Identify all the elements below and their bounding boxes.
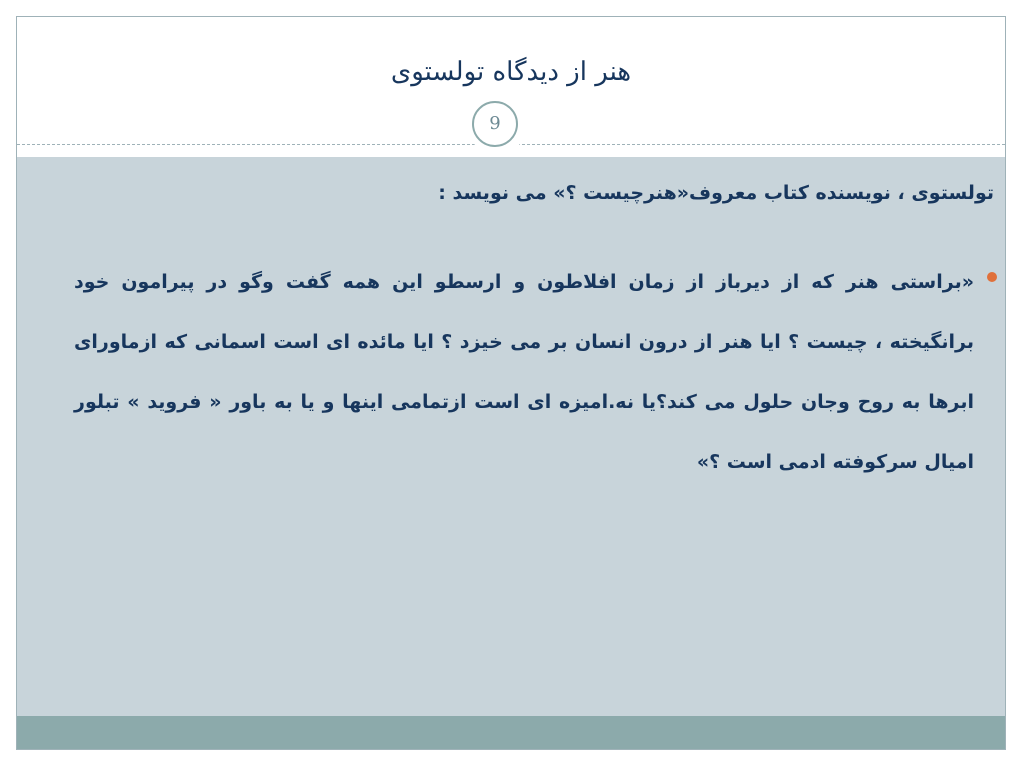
intro-text: تولستوی ، نویسنده کتاب معروف«هنرچیست ؟» می نویسد : xyxy=(438,182,994,204)
bullet-item: «براستی هنر که از دیرباز از زمان افلاطون و ارسطو این همه گفت وگو در پیرامون خود برانگیخته ، چیست ؟ ایا هنر از درون انسان بر می خیزد ؟ ایا مائده ای است اسمانی که ازماورای ابرها به روح وجان حلول می کند؟یا نه.امیزه ای است ازتمامی اینها و یا به باور « فروید » تبلور امیال سرکوفته ادمی است ؟» xyxy=(74,271,974,473)
page-number: 9 xyxy=(472,101,518,147)
page-number-badge xyxy=(468,97,526,155)
bullet-dot-icon xyxy=(987,272,997,282)
footer-bar xyxy=(17,716,1005,750)
slide-title: هنر از دیدگاه تولستوی xyxy=(390,57,632,87)
